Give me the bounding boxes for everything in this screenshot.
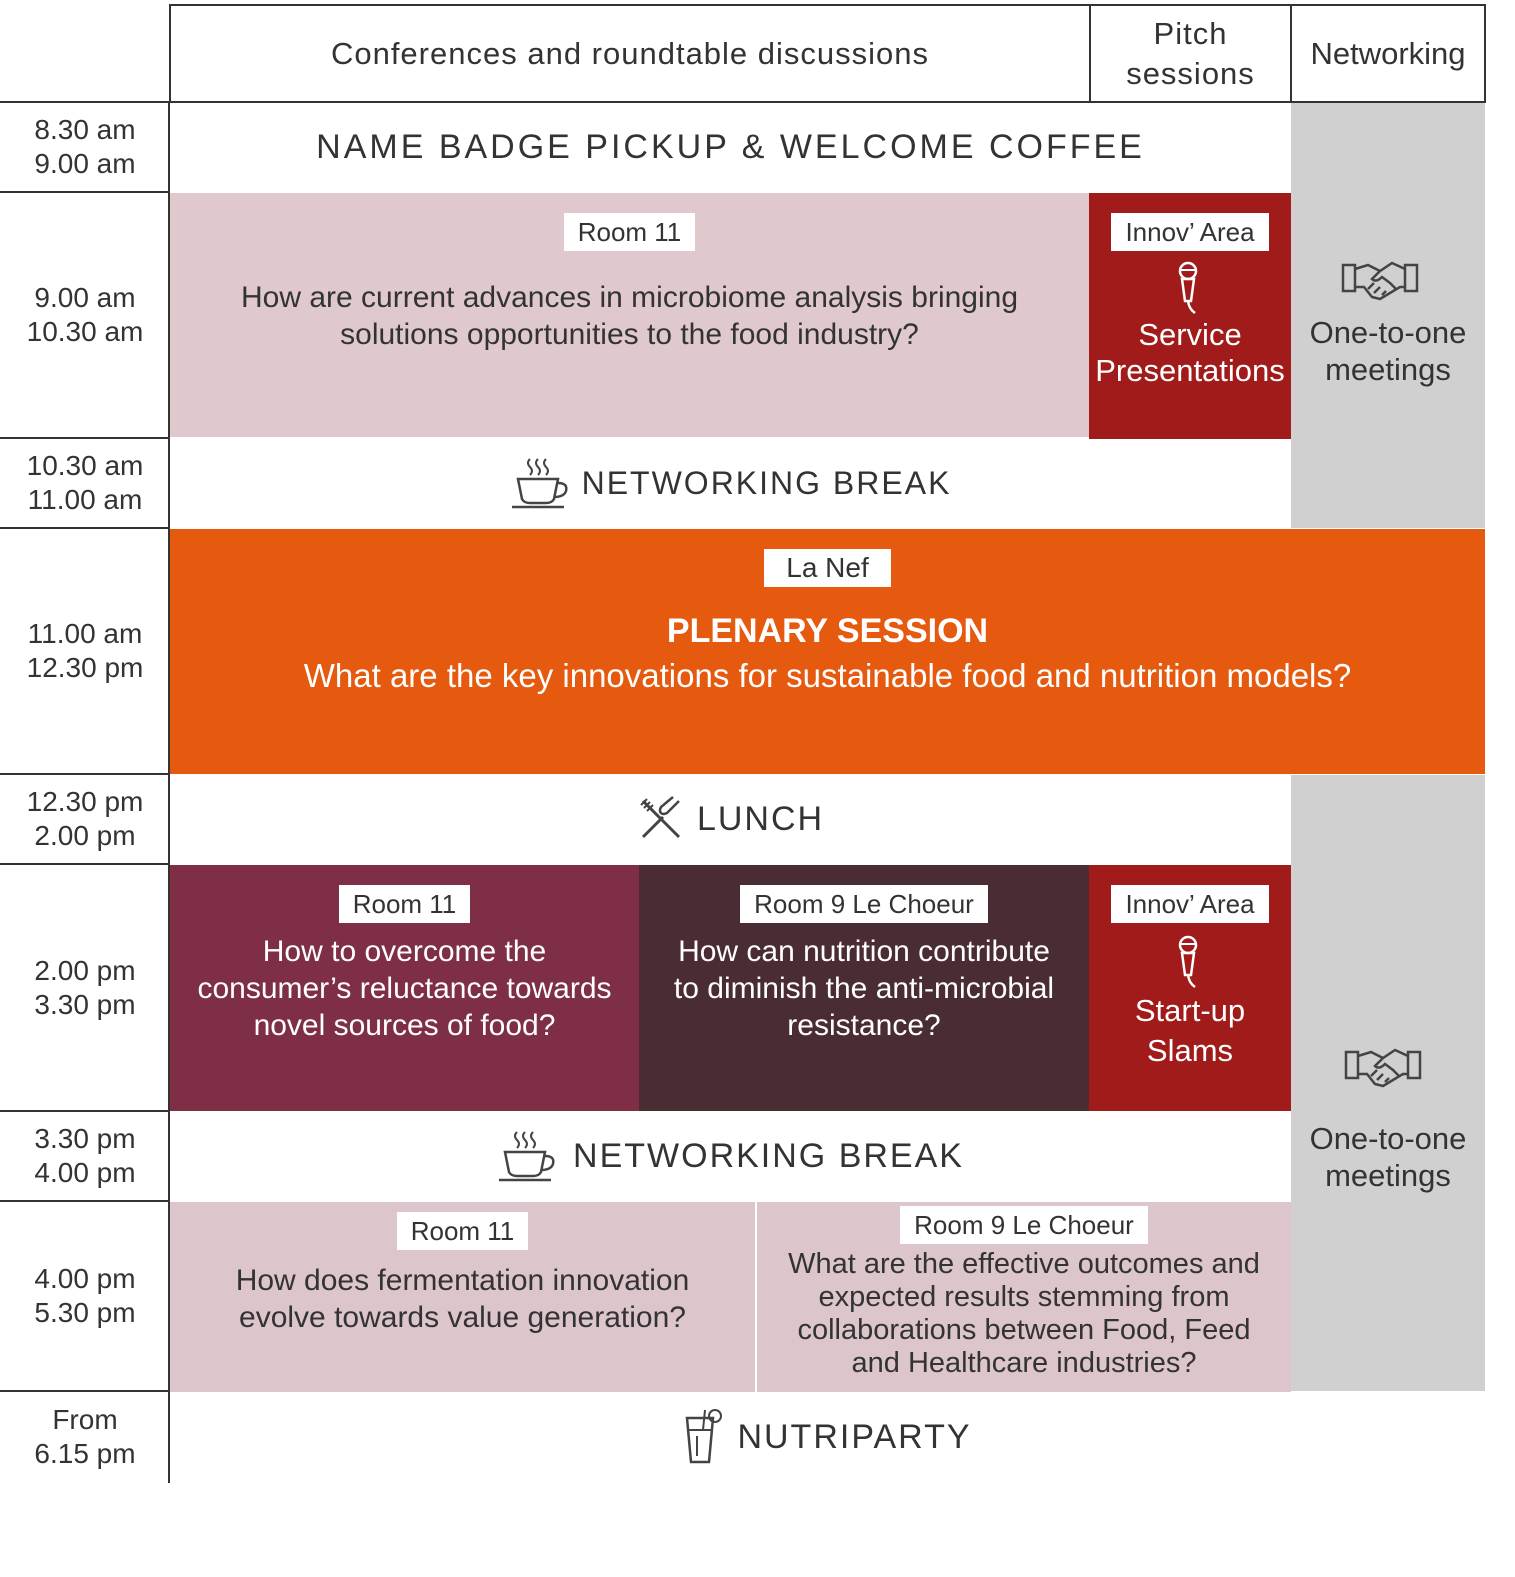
time-end: 10.30 am — [26, 316, 144, 347]
handshake-icon — [1340, 257, 1420, 303]
break-label: NETWORKING BREAK — [581, 464, 952, 501]
question-line: How can nutrition contribute — [678, 935, 1050, 968]
time-end: 3.30 pm — [34, 988, 136, 1020]
networking-line: meetings — [1325, 1158, 1451, 1193]
welcome-coffee: NAME BADGE PICKUP & WELCOME COFFEE — [316, 127, 1145, 166]
question-line: How are current advances in microbiome analysis bringing — [240, 281, 1019, 314]
pitch-2-label — [1089, 991, 1291, 1071]
pitch-1-label — [1089, 317, 1291, 389]
microphone-icon — [1173, 261, 1207, 317]
networking-2-label — [1291, 1120, 1485, 1194]
pitch-1-block — [1089, 193, 1291, 439]
session-2b-question — [639, 933, 1089, 1044]
handshake-icon — [1343, 1044, 1423, 1090]
time-end: 11.00 am — [27, 484, 143, 515]
time-start: 12.30 pm — [26, 786, 144, 817]
fork-knife-icon — [637, 795, 685, 843]
plenary-block — [170, 529, 1485, 774]
networking-line: meetings — [1325, 352, 1451, 387]
room-tag: Innov’ Area — [1111, 213, 1268, 251]
networking-line: One-to-one — [1309, 1121, 1467, 1156]
networking-break-2 — [170, 1112, 1291, 1200]
question-line: to diminish the anti-microbial — [673, 972, 1055, 1005]
pitch-line: Presentations — [1095, 353, 1285, 388]
question-line: novel sources of food? — [253, 1009, 556, 1042]
room-tag: Room 11 — [564, 213, 696, 251]
room-tag: Room 11 — [339, 885, 471, 923]
session-1-block — [170, 193, 1089, 437]
time-end: 2.00 pm — [34, 820, 136, 851]
time-slot — [0, 865, 170, 1110]
time-start: 9.00 am — [34, 282, 136, 313]
header-conferences: Conferences and roundtable discussions — [330, 35, 930, 71]
room-tag: Innov’ Area — [1111, 885, 1268, 923]
pitch-line: Slams — [1146, 1033, 1234, 1068]
time-slot — [0, 1202, 170, 1390]
room-tag: Room 11 — [397, 1212, 529, 1250]
lunch-row — [170, 775, 1291, 863]
question-line: What are the effective outcomes and — [788, 1248, 1260, 1280]
header-pitch-line1: Pitch — [1153, 15, 1228, 51]
time-start: 3.30 pm — [34, 1123, 136, 1154]
session-3a-block — [170, 1202, 755, 1392]
time-start: 10.30 am — [26, 450, 144, 481]
networking-1-label — [1291, 314, 1485, 388]
time-end: 5.30 pm — [34, 1297, 136, 1328]
lunch-label: LUNCH — [696, 799, 825, 838]
time-slot — [0, 439, 170, 527]
session-3a-question — [170, 1262, 755, 1336]
time-slot — [0, 1112, 170, 1200]
question-line: How does fermentation innovation — [235, 1264, 690, 1297]
session-1-question — [170, 279, 1089, 353]
plenary-title: PLENARY SESSION — [666, 612, 989, 650]
networking-line: One-to-one — [1309, 315, 1467, 350]
time-end: 4.00 pm — [34, 1157, 136, 1188]
question-line: evolve towards value generation? — [239, 1301, 686, 1334]
time-slot — [0, 1392, 170, 1482]
time-slot — [0, 529, 170, 773]
header-networking: Networking — [1310, 35, 1466, 71]
question-line: resistance? — [787, 1009, 941, 1042]
room-tag: Room 9 Le Choeur — [900, 1206, 1148, 1244]
session-3b-block — [757, 1202, 1291, 1392]
drink-glass-icon — [683, 1408, 723, 1466]
pitch-2-block — [1089, 865, 1291, 1111]
time-start: 2.00 pm — [34, 954, 136, 986]
nutriparty-row — [170, 1392, 1485, 1482]
pitch-line: Start-up — [1134, 993, 1246, 1028]
break-label: NETWORKING BREAK — [573, 1136, 964, 1175]
question-line: and Healthcare industries? — [851, 1347, 1197, 1379]
room-tag: La Nef — [764, 549, 891, 587]
microphone-icon — [1173, 935, 1207, 991]
networking-break-1 — [170, 439, 1291, 527]
time-end: 6.15 pm — [34, 1438, 136, 1469]
header-pitch-line2: sessions — [1126, 55, 1255, 91]
session-3b-question — [757, 1248, 1291, 1380]
session-2a-question — [170, 933, 639, 1044]
time-end: 9.00 am — [34, 148, 136, 179]
question-line: expected results stemming from — [818, 1281, 1230, 1313]
coffee-cup-icon — [510, 455, 572, 511]
pitch-line: Service — [1138, 317, 1242, 352]
time-slot — [0, 103, 170, 191]
question-line: How to overcome the — [262, 935, 547, 968]
question-line: solutions opportunities to the food industry? — [340, 318, 919, 351]
coffee-cup-icon — [497, 1128, 559, 1184]
time-start: 11.00 am — [27, 618, 143, 649]
session-2a-block — [170, 865, 639, 1111]
question-line: consumer’s reluctance towards — [197, 972, 612, 1005]
time-start: From — [52, 1404, 118, 1435]
room-tag: Room 9 Le Choeur — [740, 885, 988, 923]
time-end: 12.30 pm — [26, 652, 144, 683]
session-2b-block — [639, 865, 1089, 1111]
time-start: 8.30 am — [34, 114, 136, 145]
question-line: collaborations between Food, Feed — [797, 1314, 1251, 1346]
header-pitch-sessions — [1091, 6, 1290, 101]
plenary-question: What are the key innovations for sustainable food and nutrition models? — [303, 657, 1352, 694]
time-slot — [0, 775, 170, 863]
nutriparty-label: NUTRIPARTY — [737, 1417, 972, 1456]
time-slot — [0, 193, 170, 437]
time-start: 4.00 pm — [34, 1263, 136, 1294]
